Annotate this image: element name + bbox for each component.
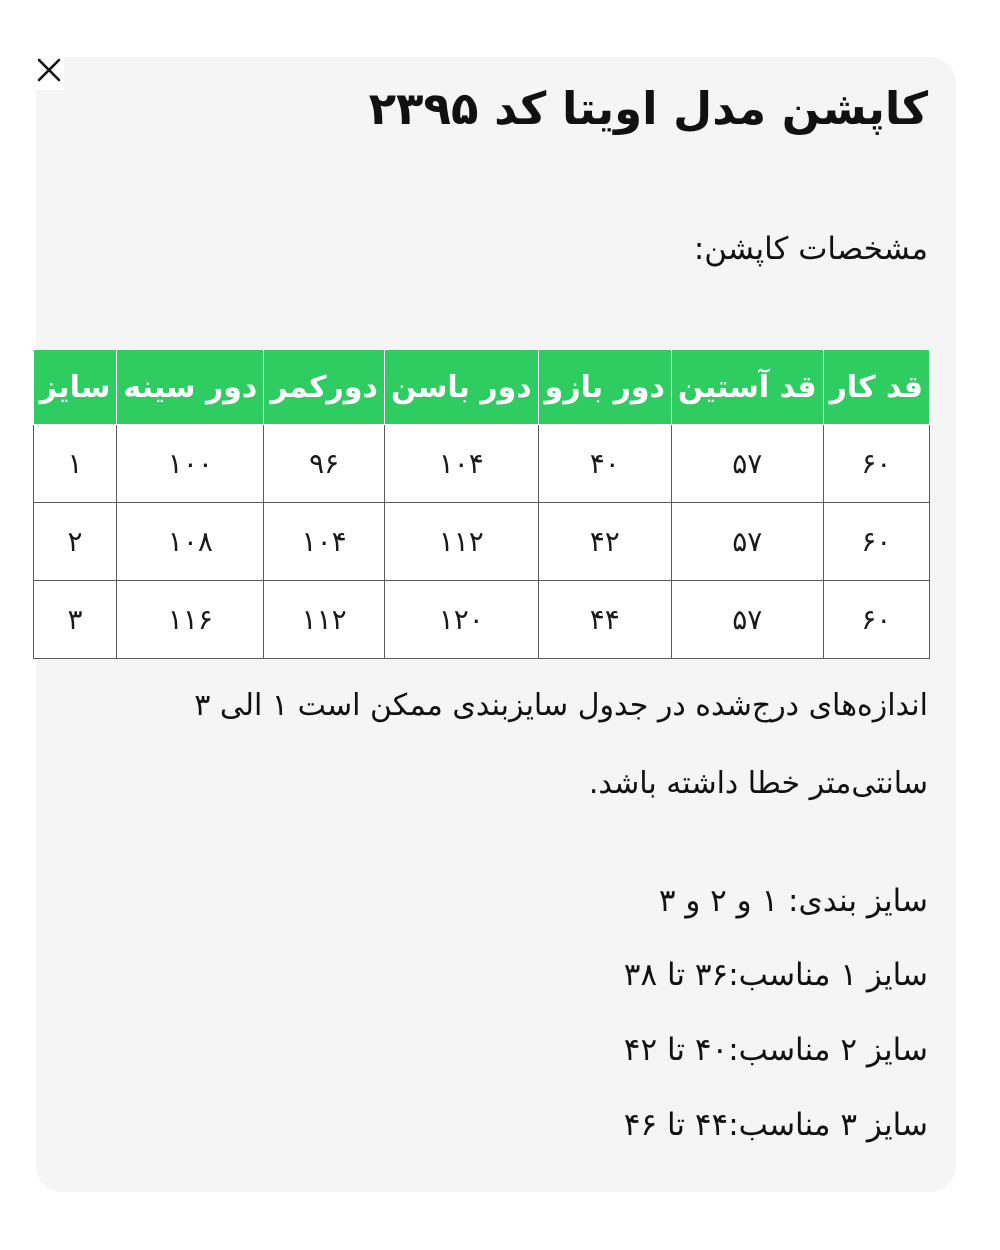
header-waist-circumference: دورکمر [264, 350, 385, 425]
table-cell: ۱۰۴ [384, 425, 538, 503]
size-2-fit: سایز ۲ مناسب:۴۰ تا ۴۲ [623, 1032, 928, 1068]
close-icon [36, 57, 62, 83]
header-sleeve-length: قد آستین [671, 350, 823, 425]
table-header-row [33, 350, 929, 425]
size-chart-table [33, 349, 930, 659]
table-row [33, 581, 929, 659]
table-cell: ۵۷ [671, 503, 823, 581]
table-cell: ۴۴ [538, 581, 671, 659]
close-button[interactable] [34, 50, 64, 90]
header-arm-circumference: دور بازو [538, 350, 671, 425]
measurement-note: اندازه‌های درج‌شده در جدول سایزبندی ممکن است ۱ الی ۳ سانتی‌متر خطا داشته باشد. [194, 688, 928, 801]
table-cell: ۱۰۰ [117, 425, 264, 503]
size-3-fit: سایز ۳ مناسب:۴۴ تا ۴۶ [623, 1107, 928, 1143]
table-cell: ۵۷ [671, 581, 823, 659]
table-cell: ۶۰ [823, 503, 929, 581]
table-cell: ۱۱۲ [384, 503, 538, 581]
table-cell: ۱۱۶ [117, 581, 264, 659]
table-cell: ۲ [33, 503, 117, 581]
table-cell: ۱۱۲ [264, 581, 385, 659]
table-cell: ۱۲۰ [384, 581, 538, 659]
table-cell: ۱ [33, 425, 117, 503]
product-detail-card [36, 57, 956, 1192]
table-cell: ۶۰ [823, 425, 929, 503]
table-cell: ۶۰ [823, 581, 929, 659]
table-cell: ۱۰۸ [117, 503, 264, 581]
table-row [33, 503, 929, 581]
header-hip-circumference: دور باسن [384, 350, 538, 425]
specs-heading: مشخصات کاپشن: [693, 231, 928, 267]
table-cell: ۵۷ [671, 425, 823, 503]
table-cell: ۴۰ [538, 425, 671, 503]
table-cell: ۳ [33, 581, 117, 659]
table-row [33, 425, 929, 503]
sizing-available: سایز بندی: ۱ و ۲ و ۳ [658, 883, 928, 919]
size-1-fit: سایز ۱ مناسب:۳۶ تا ۳۸ [623, 957, 928, 993]
header-garment-length: قد کار [823, 350, 929, 425]
table-cell: ۱۰۴ [264, 503, 385, 581]
table-cell: ۴۲ [538, 503, 671, 581]
table-cell: ۹۶ [264, 425, 385, 503]
card-content [36, 57, 956, 1192]
product-title: کاپشن مدل اویتا کد ۲۳۹۵ [368, 82, 928, 135]
header-size: سایز [33, 350, 117, 425]
header-chest-circumference: دور سینه [117, 350, 264, 425]
